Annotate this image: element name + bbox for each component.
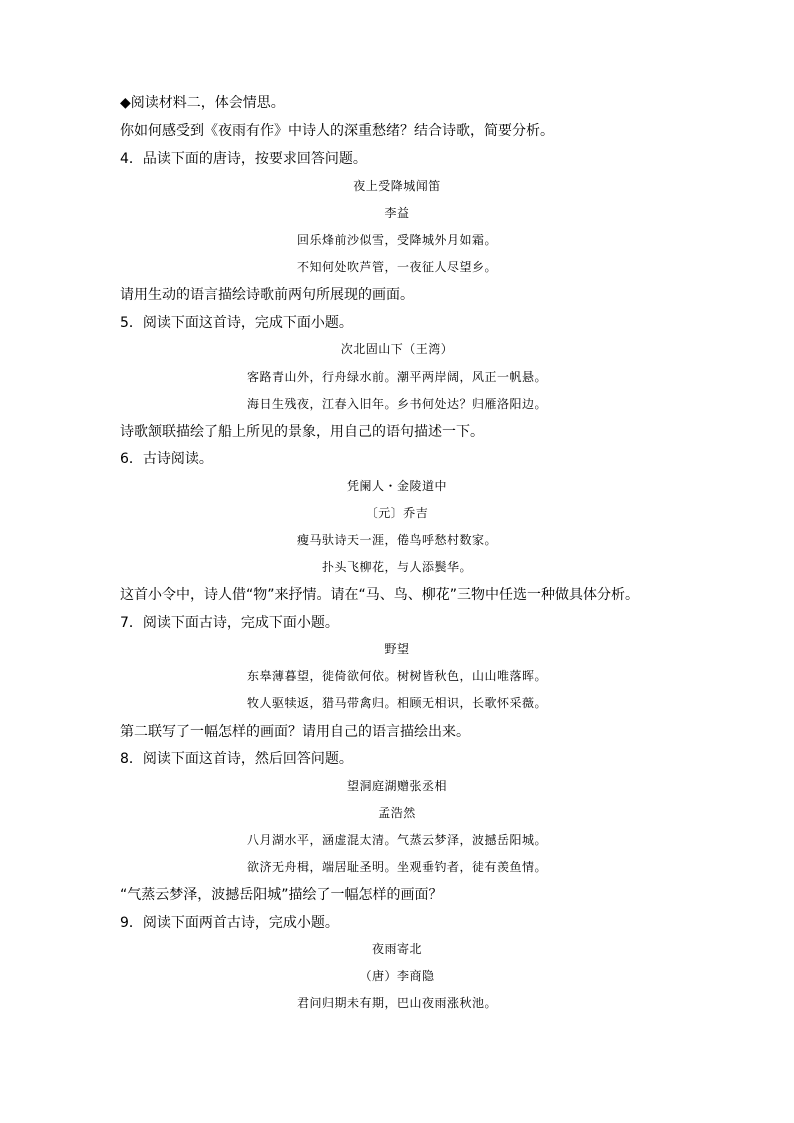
poem-author: 〔元〕乔吉	[365, 506, 429, 520]
question-text: 诗歌颔联描绘了船上所见的景象，用自己的语句描述一下。	[120, 424, 484, 440]
question-heading: 9．阅读下面两首古诗，完成小题。	[120, 915, 339, 931]
question-heading: 7．阅读下面古诗，完成下面小题。	[120, 615, 339, 631]
question-text: 第二联写了一幅怎样的画面？请用自己的语言描绘出来。	[120, 724, 470, 740]
text-line: 你如何感受到《夜雨有作》中诗人的深重愁绪？结合诗歌，简要分析。	[120, 123, 554, 139]
question-heading: 6．古诗阅读。	[120, 451, 213, 467]
poem-line: 海日生残夜，江春入旧年。乡书何处达？归雁洛阳边。	[246, 397, 547, 411]
poem-line: 瘦马驮诗天一涯，倦鸟呼愁村数家。	[296, 533, 497, 547]
poem-line: 客路青山外，行舟绿水前。潮平两岸阔，风正一帆悬。	[246, 370, 547, 384]
question-heading: 4．品读下面的唐诗，按要求回答问题。	[120, 151, 367, 167]
question-heading: 5．阅读下面这首诗，完成下面小题。	[120, 315, 353, 331]
text-line: ◆阅读材料二，体会情思。	[120, 95, 285, 111]
poem-line: 东皋薄暮望，徙倚欲何依。树树皆秋色，山山唯落晖。	[246, 669, 547, 683]
poem-author: 李益	[384, 206, 410, 220]
question-heading: 8．阅读下面这首诗，然后回答问题。	[120, 751, 353, 767]
poem-title: 次北固山下（王湾）	[340, 342, 454, 356]
poem-line: 牧人驱犊返，猎马带禽归。相顾无相识，长歌怀采薇。	[246, 696, 547, 710]
question-text: “气蒸云梦泽，波撼岳阳城”描绘了一幅怎样的画面？	[120, 887, 443, 903]
poem-line: 八月湖水平，涵虚混太清。气蒸云梦泽，波撼岳阳城。	[246, 833, 547, 847]
poem-title: 望洞庭湖赠张丞相	[346, 779, 447, 793]
poem-line: 回乐烽前沙似雪，受降城外月如霜。	[296, 233, 497, 247]
question-text: 这首小令中，诗人借“物”来抒情。请在“马、鸟、柳花”三物中任选一种做具体分析。	[120, 587, 640, 603]
poem-author: （唐）李商隐	[359, 969, 435, 983]
poem-title: 野望	[384, 642, 410, 656]
poem-title: 夜上受降城闻笛	[353, 179, 441, 193]
poem-author: 孟浩然	[378, 806, 416, 820]
poem-line: 君问归期未有期，巴山夜雨涨秋池。	[296, 996, 497, 1010]
question-text: 请用生动的语言描绘诗歌前两句所展现的画面。	[120, 287, 414, 303]
poem-title: 夜雨寄北	[371, 942, 422, 956]
poem-line: 不知何处吹芦管，一夜征人尽望乡。	[296, 260, 497, 274]
poem-title: 凭阑人・金陵道中	[346, 479, 447, 493]
poem-line: 扑头飞柳花，与人添鬓华。	[321, 560, 472, 574]
poem-line: 欲济无舟楫，端居耻圣明。坐观垂钓者，徒有羡鱼情。	[246, 860, 547, 874]
